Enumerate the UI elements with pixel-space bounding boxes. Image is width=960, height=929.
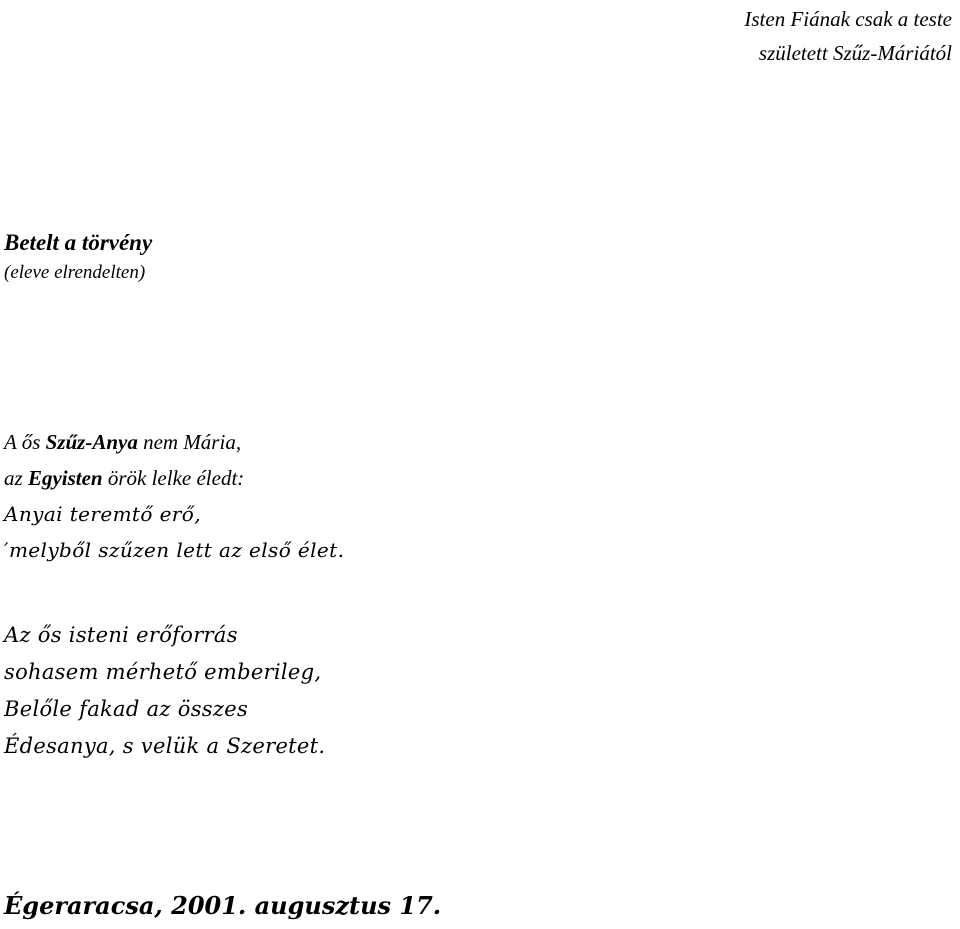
stanza-1-line-3: Anyai teremtő erő, <box>4 502 201 526</box>
poem-header <box>4 228 152 288</box>
epigraph-line-2: született Szűz-Máriától <box>758 41 952 65</box>
line-text: örök lelke éledt: <box>102 466 245 490</box>
stanza-1-line-2 <box>4 460 344 496</box>
emphasis-text: Szűz-Anya <box>45 430 138 454</box>
emphasis-text: Egyisten <box>27 466 103 490</box>
stanza-1 <box>4 424 344 568</box>
place-date-line: Égeraracsa, 2001. augusztus 17. <box>4 891 442 920</box>
stanza-1-line-4: ′melyből szűzen lett az első élet. <box>4 538 345 562</box>
stanza-2-line-1: Az ős isteni erőforrás <box>4 623 238 647</box>
stanza-2 <box>4 617 325 765</box>
stanza-2-line-3: Belőle fakad az összes <box>4 697 249 721</box>
line-text: nem Mária, <box>137 430 242 454</box>
epigraph-line-1: Isten Fiának csak a teste <box>744 7 952 31</box>
poem-title: Betelt a törvény <box>4 230 153 255</box>
line-text: A ős <box>4 430 46 454</box>
line-text: az <box>4 466 28 490</box>
stanza-2-line-2: sohasem mérhető emberileg, <box>4 660 322 684</box>
epigraph <box>532 2 952 70</box>
stanza-1-line-1 <box>4 424 344 460</box>
poem-subtitle: (eleve elrendelten) <box>4 262 146 283</box>
stanza-2-line-4: Édesanya, s velük a Szeretet. <box>4 734 326 758</box>
